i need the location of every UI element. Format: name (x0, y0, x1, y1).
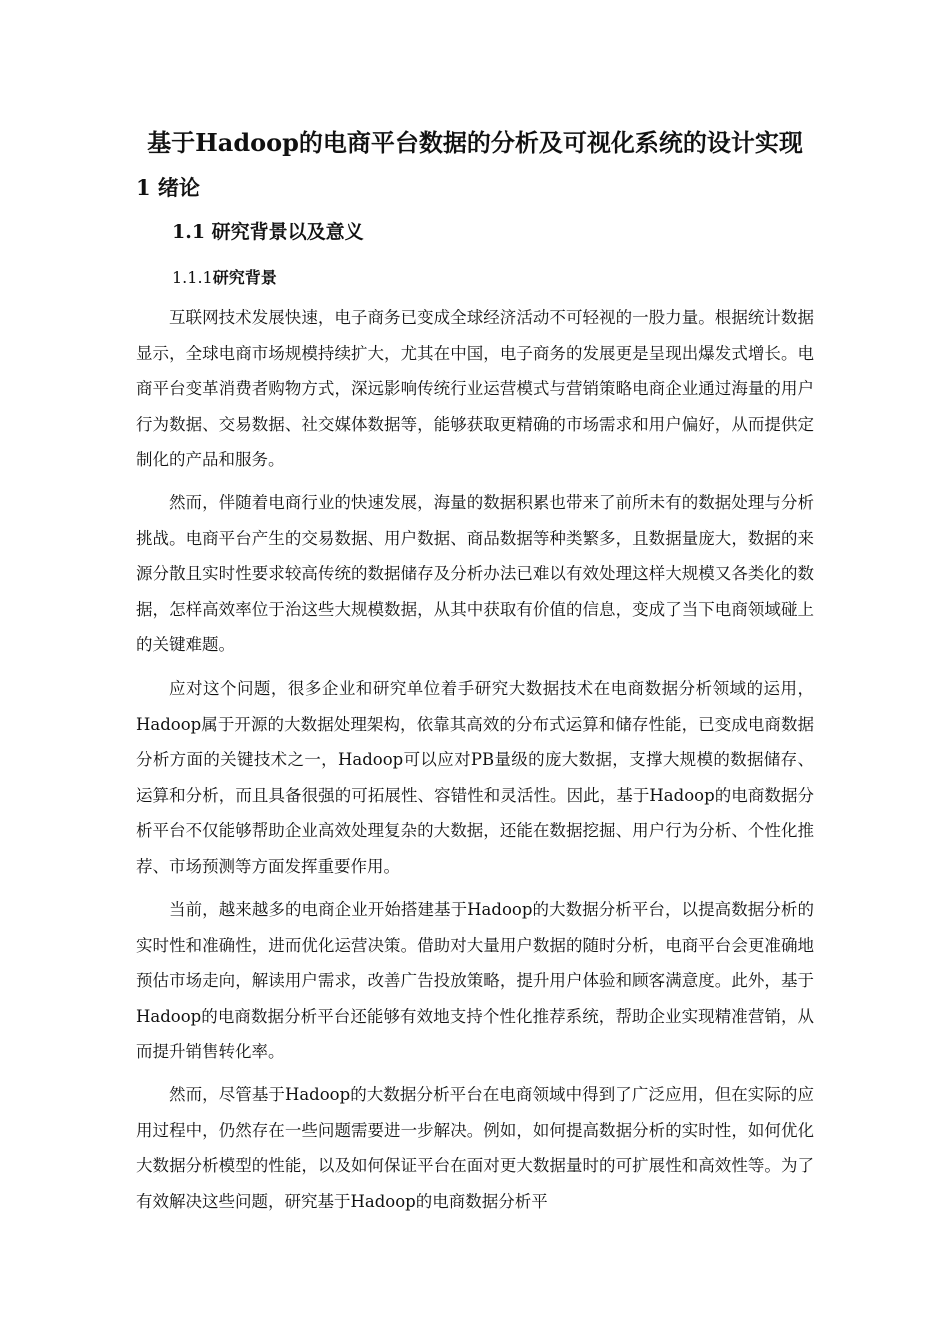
paragraph-2: 然而，伴随着电商行业的快速发展，海量的数据积累也带来了前所未有的数据处理与分析挑战。电商平台产生的交易数据、用户数据、商品数据等种类繁多，且数据量庞大，数据的来源分散且实时性要求较高传统的数据储存及分析办法已难以有效处理这样大规模又各类化的数据，怎样高效率位于治这些大规模数据，从其中获取有价值的信息，变成了当下电商领域碰上的关键难题。 (136, 493, 814, 654)
paragraph-5: 然而，尽管基于Hadoop的大数据分析平台在电商领域中得到了广泛应用，但在实际的应用过程中，仍然存在一些问题需要进一步解决。例如，如何提高数据分析的实时性，如何优化大数据分析模型的性能，以及如何保证平台在面对更大数据量时的可扩展性和高效性等。为了有效解决这些问题，研究基于Hadoop的电商数据分析平 (136, 1085, 814, 1211)
subsection-title: 研究背景 (212, 268, 277, 287)
paragraph-3: 应对这个问题，很多企业和研究单位着手研究大数据技术在电商数据分析领域的运用，Hadoop属于开源的大数据处理架构，依靠其高效的分布式运算和储存性能，已变成电商数据分析方面的关键技术之一，Hadoop可以应对PB量级的庞大数据，支撑大规模的数据储存、运算和分析，而且具备很强的可拓展性、容错性和灵活性。因此，基于Hadoop的电商数据分析平台不仅能够帮助企业高效处理复杂的大数据，还能在数据挖掘、用户行为分析、个性化推荐、市场预测等方面发挥重要作用。 (136, 679, 814, 876)
chapter-heading: 1 绪论 (136, 175, 200, 200)
paragraph-4: 当前，越来越多的电商企业开始搭建基于Hadoop的大数据分析平台，以提高数据分析的实时性和准确性，进而优化运营决策。借助对大量用户数据的随时分析，电商平台会更准确地预估市场走向，解读用户需求，改善广告投放策略，提升用户体验和顾客满意度。此外，基于Hadoop的电商数据分析平台还能够有效地支持个性化推荐系统，帮助企业实现精准营销，从而提升销售转化率。 (136, 900, 814, 1061)
document-title: 基于Hadoop的电商平台数据的分析及可视化系统的设计实现 (147, 128, 803, 157)
subsection-heading (172, 264, 277, 292)
subsection-number: 1.1.1 (172, 268, 213, 287)
section-heading: 1.1 研究背景以及意义 (172, 221, 364, 243)
paragraph-1: 互联网技术发展快速，电子商务已变成全球经济活动不可轻视的一股力量。根据统计数据显示，全球电商市场规模持续扩大，尤其在中国，电子商务的发展更是呈现出爆发式增长。电商平台变革消费者购物方式，深远影响传统行业运营模式与营销策略电商企业通过海量的用户行为数据、交易数据、社交媒体数据等，能够获取更精确的市场需求和用户偏好，从而提供定制化的产品和服务。 (136, 308, 814, 469)
